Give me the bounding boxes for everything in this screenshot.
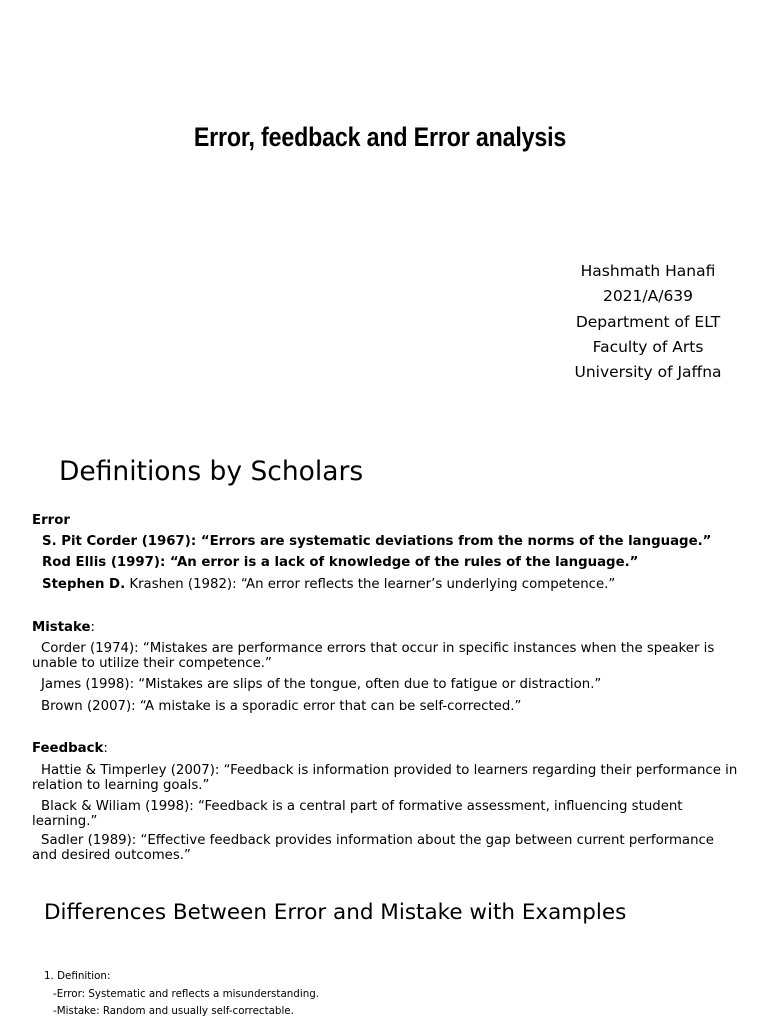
- error-label-text: Error: [32, 513, 70, 528]
- differences-item-definition: 1. Definition:: [44, 970, 111, 982]
- author-department: Department of ELT: [575, 312, 721, 331]
- mistake-definition-james: James (1998): “Mistakes are slips of the tongue, often due to fatigue or distraction.”: [41, 677, 602, 692]
- document-title: Error, feedback and Error analysis: [193, 122, 567, 152]
- feedback-label-colon: :: [103, 741, 108, 756]
- feedback-label: [32, 741, 108, 756]
- feedback-label-text: Feedback: [32, 741, 104, 756]
- error-definition-corder-bold: S. Pit Corder (1967): “Errors are systematic deviations from the norms of the language.”: [42, 534, 712, 549]
- error-definition-krashen: [42, 577, 615, 592]
- author-university: University of Jaffna: [574, 363, 722, 382]
- differences-heading: Differences Between Error and Mistake with Examples: [44, 900, 627, 925]
- author-block: [548, 259, 748, 385]
- feedback-definition-sadler: Sadler (1989): “Effective feedback provides information about the gap between current performance and desired outcomes.”: [32, 833, 714, 863]
- mistake-label-text: Mistake: [32, 620, 91, 635]
- mistake-definition-brown: Brown (2007): “A mistake is a sporadic error that can be self-corrected.”: [41, 699, 522, 714]
- mistake-definition-corder: Corder (1974): “Mistakes are performance errors that occur in specific instances when the speaker is unable to utilize their competence.”: [32, 641, 715, 671]
- error-definition-ellis-bold: Rod Ellis (1997): “An error is a lack of knowledge of the rules of the language.”: [42, 555, 639, 570]
- author-name: Hashmath Hanafi: [580, 262, 716, 280]
- differences-item-mistake: -Mistake: Random and usually self-correctable.: [53, 1005, 294, 1017]
- mistake-label-colon: :: [90, 620, 96, 635]
- differences-item-error: -Error: Systematic and reflects a misunderstanding.: [53, 988, 320, 1000]
- feedback-definition-hattie: Hattie & Timperley (2007): “Feedback is information provided to learners regarding their performance in relation to learning goals.”: [32, 763, 738, 793]
- author-reg-no: 2021/A/639: [602, 287, 694, 306]
- definitions-heading: Definitions by Scholars: [59, 456, 364, 487]
- error-definition-ellis: [42, 555, 638, 570]
- author-faculty: Faculty of Arts: [592, 337, 704, 356]
- error-definition-krashen-bold: Stephen D.: [42, 577, 126, 592]
- error-definition-krashen-rest: Krashen (1982): “An error reflects the learner’s underlying competence.”: [125, 577, 616, 592]
- feedback-definition-black-wiliam: Black & Wiliam (1998): “Feedback is a central part of formative assessment, influencing student learning.”: [32, 799, 683, 829]
- mistake-label: [32, 620, 95, 635]
- error-label: [32, 513, 70, 528]
- error-definition-corder: [42, 534, 711, 549]
